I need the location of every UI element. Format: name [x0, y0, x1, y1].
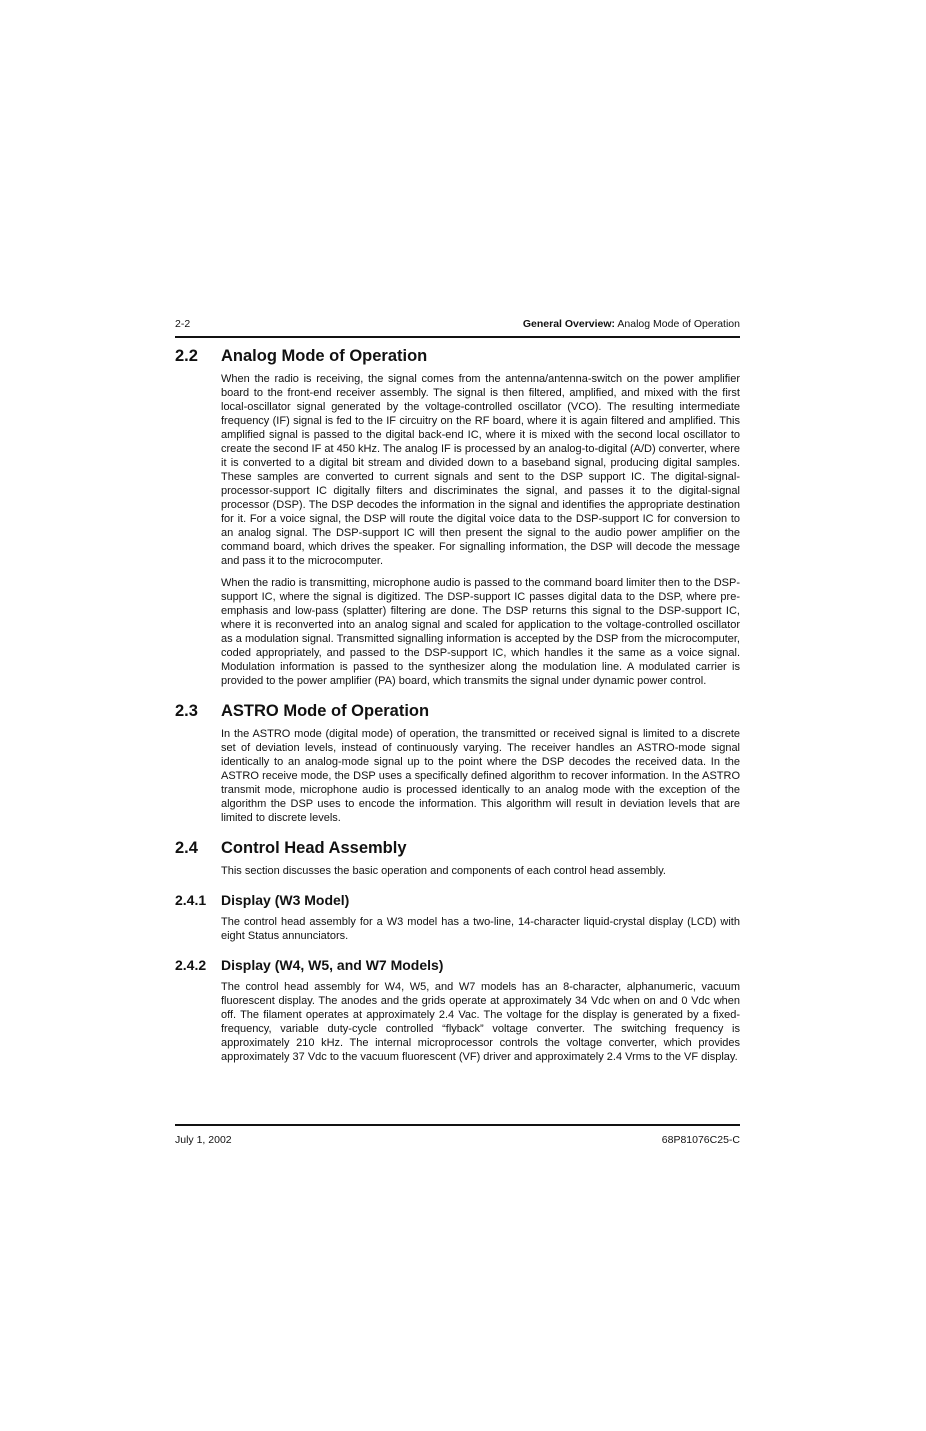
- section-title: Analog Mode of Operation: [221, 346, 428, 365]
- subsection-number: 2.4.2: [175, 957, 207, 973]
- body-paragraph: In the ASTRO mode (digital mode) of operation, the transmitted or received signal is limited to a discrete set of deviation levels, instead of continuously varying. The receiver handles an ASTRO-mode signal identically to an analog-mode signal up to the point where the DSP decodes the received data. In the ASTRO receive mode, the DSP uses a specifically defined algorithm to recover information. In the ASTRO transmit mode, microphone audio is processed identically to an analog mode with the exception of the algorithm the DSP uses to encode the information. This algorithm will result in deviation levels that are limited to discrete levels.: [221, 728, 740, 824]
- running-title: [523, 318, 740, 330]
- body-paragraph: The control head assembly for W4, W5, and W7 models has an 8-character, alphanumeric, vacuum fluorescent display. The anodes and the grids operate at approximately 34 Vdc when on and 0 Vdc when off. The filament operates at approximately 2.4 Vac. The voltage for the display is generated by a fixed-frequency, variable duty-cycle controlled “flyback” voltage converter. The switching frequency is approximately 210 kHz. The internal microprocessor controls the voltage converter, which provides approximately 37 Vdc to the vacuum fluorescent (VF) driver and approximately 2.4 Vrms to the VF display.: [221, 981, 740, 1063]
- subsection-title: Display (W3 Model): [221, 892, 350, 908]
- section-number: 2.3: [175, 701, 198, 720]
- publication-date: July 1, 2002: [175, 1134, 232, 1146]
- body-paragraph: The control head assembly for a W3 model has a two-line, 14-character liquid-crystal display (LCD) with eight Status annunciators.: [221, 916, 740, 942]
- subsection-heading: [175, 955, 740, 975]
- body-paragraph: When the radio is receiving, the signal comes from the antenna/antenna-switch on the power amplifier board to the front-end receiver assembly. The signal is then filtered, amplified, and mixed with the first local-oscillator signal generated by the voltage-controlled oscillator (VCO). The resulting intermediate frequency (IF) signal is fed to the IF circuitry on the RF board, where it is again filtered and amplified. This amplified signal is passed to the digital back-end IC, where it is mixed with the second local oscillator to create the second IF at 450 kHz. The analog IF is processed by an analog-to-digital (A/D) converter, where it is converted to a digital bit stream and divided down to a baseband signal, producing digital samples. These samples are converted to current signals and sent to the DSP support IC. The digital-signal-processor-support IC digitally filters and discriminates the signal, and passes it to the digital-signal processor (DSP). The DSP decodes the information in the signal and identifies the appropriate destination for it. For a voice signal, the DSP will route the digital voice data to the DSP-support IC for conversion to an analog signal. The DSP-support IC will then present the signal to the audio power amplifier on the command board, which drives the speaker. For signalling information, the DSP will decode the message and pass it to the microcomputer.: [221, 373, 740, 567]
- section-heading: [175, 700, 740, 722]
- body-paragraph: When the radio is transmitting, microphone audio is passed to the command board limiter then to the DSP-support IC, where the signal is digitized. The DSP-support IC passes digital data to the DSP, where pre-emphasis and low-pass (splatter) filtering are done. The DSP returns this signal to the DSP-support IC, where it is reconverted into an analog signal and scaled for application to the voltage-controlled oscillator as a modulation signal. Transmitted signalling information is accepted by the DSP from the microcomputer, coded appropriately, and passed to the DSP-support IC, which handles it the same as a voice signal. Modulation information is passed to the synthesizer along the modulation line. A modulated carrier is provided to the power amplifier (PA) board, which transmits the signal under dynamic power control.: [221, 577, 740, 687]
- subsection-number: 2.4.1: [175, 892, 207, 908]
- page-footer: [175, 1124, 740, 1148]
- subsection-title: Display (W4, W5, and W7 Models): [221, 957, 444, 973]
- section-number: 2.2: [175, 346, 198, 365]
- section-heading: [175, 837, 740, 859]
- section-heading: [175, 345, 740, 367]
- document-number: 68P81076C25-C: [661, 1134, 740, 1146]
- body-paragraph: This section discusses the basic operation and components of each control head assembly.: [221, 865, 666, 877]
- section-number: 2.4: [175, 838, 198, 857]
- page-number: 2-2: [175, 318, 191, 330]
- section-title: ASTRO Mode of Operation: [221, 701, 430, 720]
- subsection-heading: [175, 890, 740, 910]
- page-header: [175, 316, 740, 338]
- section-title: Control Head Assembly: [221, 838, 407, 857]
- chapter-label: General Overview:: [522, 318, 616, 330]
- topic-label: Analog Mode of Operation: [617, 318, 740, 330]
- page-content: [175, 345, 740, 1072]
